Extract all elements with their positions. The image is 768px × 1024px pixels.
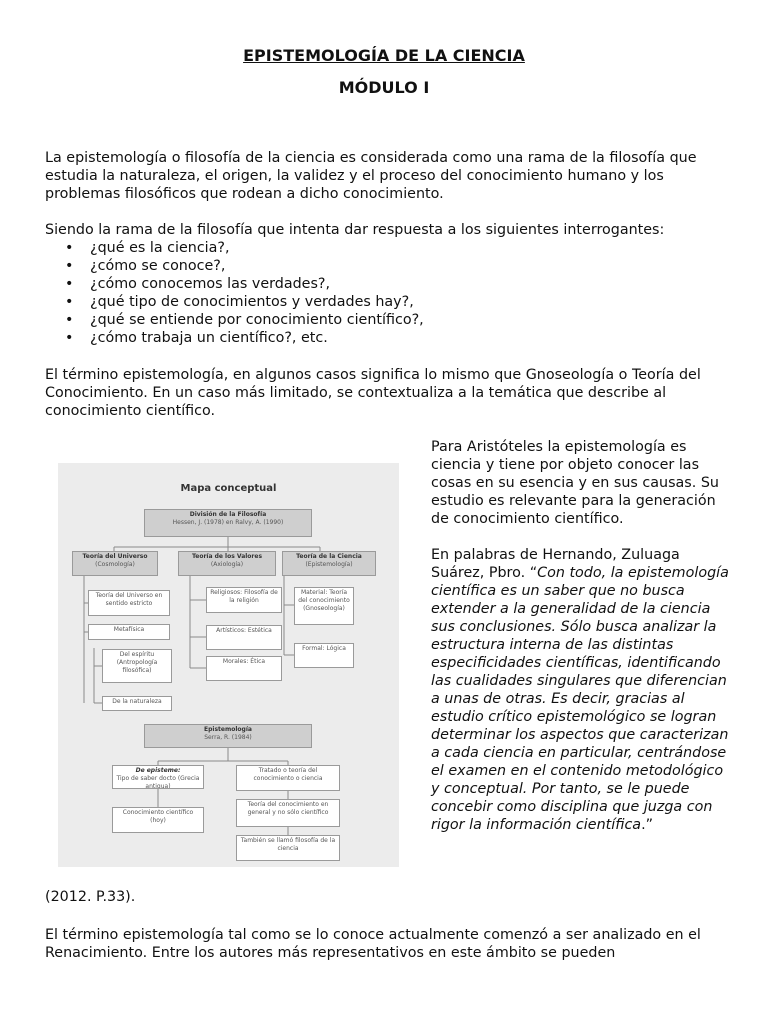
list-item: • ¿cómo se conoce?, xyxy=(45,257,424,275)
hernando-quote: Con todo, la epistemología científica es un saber que no busca extender a la generalidad de la ciencia sus conclusiones. Sólo busca analizar la estructura interna de las distintas especificidades científicas, identificando las cualidades singulares que diferencian a unas de otras. Es decir, gracias al estudio crítico epistemológico se logran determinar los aspectos que caracterizan a cada ciencia en particular, centrándose el examen en el contenido metodológico y conceptual. Por tanto, se le puede concebir como disciplina que juzga con rigor la información científica xyxy=(431,565,729,833)
questions-lead: Siendo la rama de la filosofía que intenta dar respuesta a los siguientes interrogantes: xyxy=(45,222,665,238)
document-title: EPISTEMOLOGÍA DE LA CIENCIA xyxy=(243,46,525,65)
map-node-ciencia: Teoría de la Ciencia (Epistemología) xyxy=(282,551,376,576)
list-item: • ¿qué tipo de conocimientos y verdades hay?, xyxy=(45,293,424,311)
term-paragraph: El término epistemología, en algunos casos significa lo mismo que Gnoseología o Teoría del Conocimiento. En un caso más limitado, se contextualiza a la temática que describe al conocimiento científico. xyxy=(45,367,701,419)
map-node-tambien: También se llamó filosofía de la ciencia xyxy=(236,835,340,861)
map-node-universo-estricto: Teoría del Universo en sentido estricto xyxy=(88,590,170,616)
aristoteles-paragraph: Para Aristóteles la epistemología es ciencia y tiene por objeto conocer las cosas en su esencia y en sus causas. Su estudio es relevante para la generación de conocimiento científico. xyxy=(431,439,719,527)
map-node-material: Material: Teoría del conocimiento (Gnoseología) xyxy=(294,587,354,625)
hernando-close: .” xyxy=(641,817,654,833)
concept-map xyxy=(58,463,399,867)
closing-paragraph: El término epistemología tal como se lo conoce actualmente comenzó a ser analizado en el Renacimiento. Entre los autores más representativos en este ámbito se pueden xyxy=(45,927,701,961)
map-node-conocimiento-cientifico: Conocimiento científico (hoy) xyxy=(112,807,204,833)
hernando-paragraph xyxy=(431,546,731,834)
citation: (2012. P.33). xyxy=(45,889,136,905)
map-node-epistemologia: Epistemología Serra, R. (1984) xyxy=(144,724,312,748)
map-node-teoria-general: Teoría del conocimiento en general y no sólo científico xyxy=(236,799,340,827)
map-node-universo: Teoría del Universo (Cosmología) xyxy=(72,551,158,576)
map-node-metafisica: Metafísica xyxy=(88,624,170,640)
list-item: • ¿qué es la ciencia?, xyxy=(45,239,424,257)
map-node-espiritu: Del espíritu (Antropología filosófica) xyxy=(102,649,172,683)
map-node-tratado: Tratado o teoría del conocimiento o ciencia xyxy=(236,765,340,791)
map-node-artisticos: Artísticos: Estética xyxy=(206,625,282,650)
map-node-valores: Teoría de los Valores (Axiología) xyxy=(178,551,276,576)
hernando-lead: En palabras de Hernando, Zuluaga Suárez, Pbro. “ xyxy=(431,547,680,581)
map-node-naturaleza: De la naturaleza xyxy=(102,696,172,711)
map-node-de-episteme: De episteme: Tipo de saber docto (Grecia antigua) xyxy=(112,765,204,789)
document-subtitle: MÓDULO I xyxy=(338,78,430,97)
list-item: • ¿cómo conocemos las verdades?, xyxy=(45,275,424,293)
map-node-morales: Morales: Ética xyxy=(206,656,282,681)
map-node-division: División de la Filosofía Hessen, J. (1978) en Ralvy, A. (1990) xyxy=(144,509,312,537)
questions-list xyxy=(45,239,424,347)
list-item: • ¿qué se entiende por conocimiento científico?, xyxy=(45,311,424,329)
intro-paragraph: La epistemología o filosofía de la ciencia es considerada como una rama de la filosofía que estudia la naturaleza, el origen, la validez y el proceso del conocimiento humano y los problemas filosóficos que rodean a dicho conocimiento. xyxy=(45,150,697,202)
map-node-formal: Formal: Lógica xyxy=(294,643,354,668)
concept-map-title: Mapa conceptual xyxy=(180,483,277,494)
list-item: • ¿cómo trabaja un científico?, etc. xyxy=(45,329,424,347)
map-node-religiosos: Religiosos: Filosofía de la religión xyxy=(206,587,282,613)
